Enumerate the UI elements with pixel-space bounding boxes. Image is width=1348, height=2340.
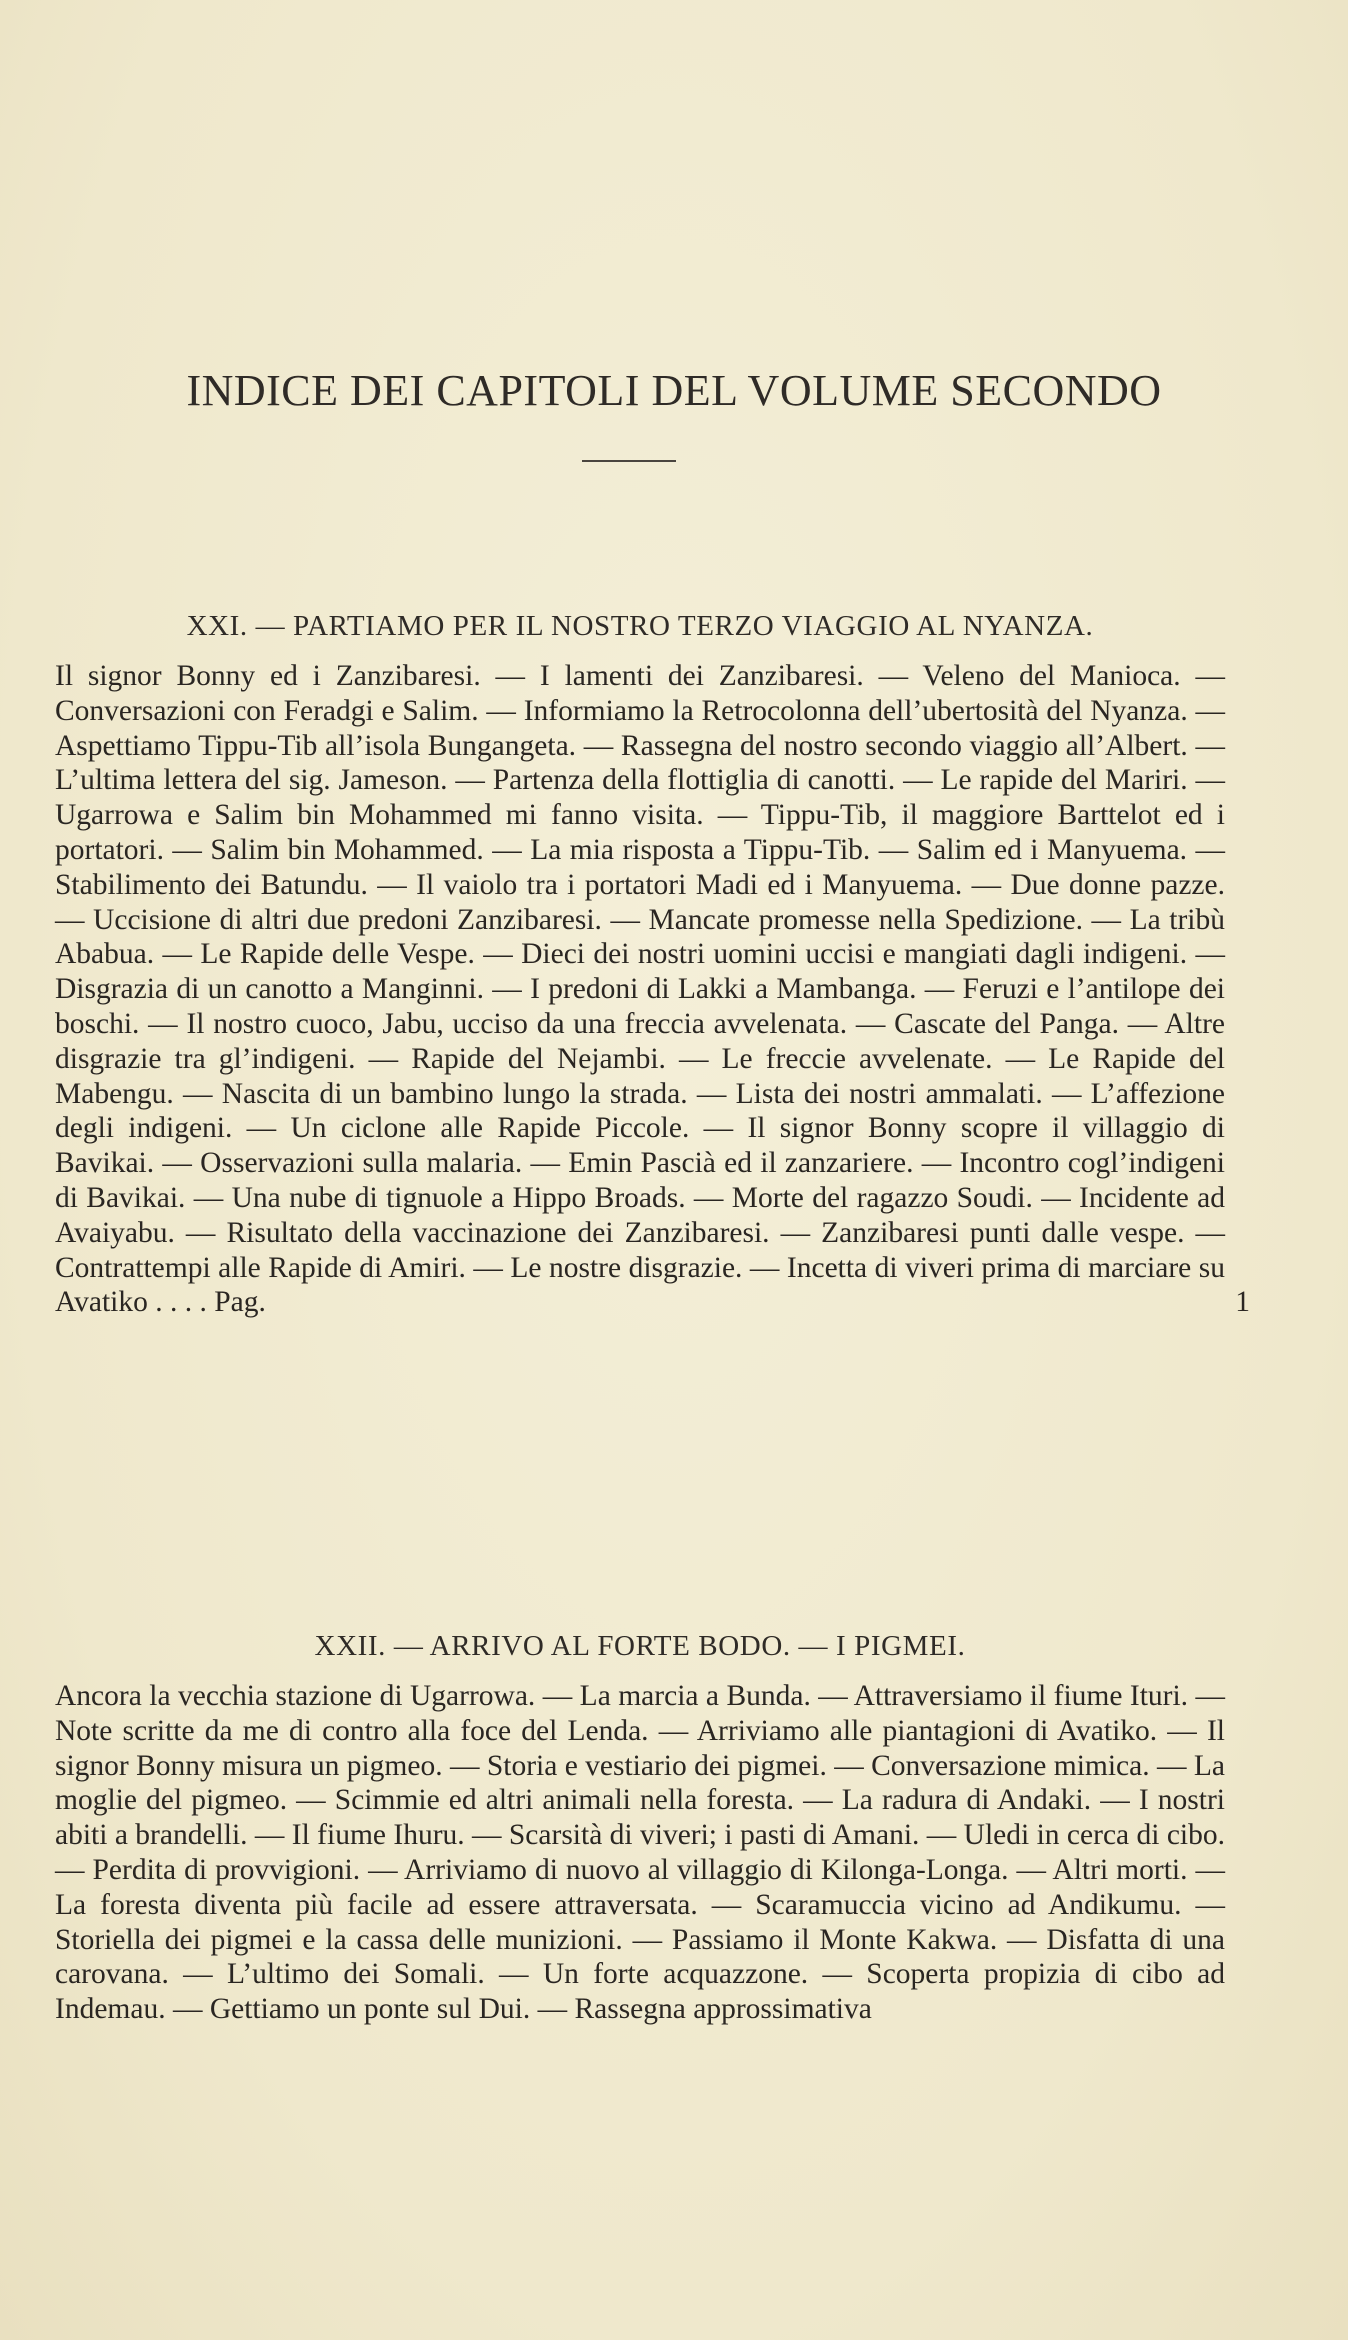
- page-number: 1: [1235, 1286, 1250, 1319]
- chapter-summary: [55, 1679, 1225, 2027]
- page-label: . . . . Pag.: [155, 1286, 266, 1319]
- chapter-summary: [55, 659, 1250, 1320]
- chapter-summary-text: Il signor Bonny ed i Zanzibaresi. — I lamenti dei Zanzibaresi. — Veleno del Manioca. — Conversazioni con Feradgi e Salim. — Informiamo la Retrocolonna dell’ubertosità del Nyanza. — Aspettiamo Tippu-Tib all’isola Bungangeta. — Rassegna del nostro secondo viaggio all’Albert. — L’ultima lettera del sig. Jameson. — Partenza della flottiglia di canotti. — Le rapide del Mariri. — Ugarrowa e Salim bin Mohammed mi fanno visita. — Tippu-Tib, il maggiore Barttelot ed i portatori. — Salim bin Mohammed. — La mia risposta a Tippu-Tib. — Salim ed i Manyuema. — Stabilimento dei Batundu. — Il vaiolo tra i portatori Madi ed i Manyuema. — Due donne pazze. — Uccisione di altri due predoni Zanzibaresi. — Mancate promesse nella Spedizione. — La tribù Ababua. — Le Rapide delle Vespe. — Dieci dei nostri uomini uccisi e mangiati dagli indigeni. — Disgrazia di un canotto a Manginni. — I predoni di Lakki a Mambanga. — Feruzi e l’antilope dei boschi. — Il nostro cuoco, Jabu, ucciso da una freccia avvelenata. — Cascate del Panga. — Altre disgrazie tra gl’indigeni. — Rapide del Nejambi. — Le freccie avvelenate. — Le Rapide del Mabengu. — Nascita di un bambino lungo la strada. — Lista dei nostri ammalati. — L’affezione degli indigeni. — Un ciclone alle Rapide Piccole. — Il signor Bonny scopre il villaggio di Bavikai. — Osservazioni sulla malaria. — Emin Pascià ed il zanzariere. — Incontro cogl’indigeni di Bavikai. — Una nube di tignuole a Hippo Broads. — Morte del ragazzo Soudi. — Incidente ad Avaiyabu. — Risultato della vaccinazione dei Zanzibaresi. — Zanzibaresi punti dalle vespe. — Contrattempi alle Rapide di Amiri. — Le nostre disgrazie. — Incetta di viveri prima di marciare su Avatiko: [55, 660, 1225, 1319]
- chapter-summary-text: Ancora la vecchia stazione di Ugarrowa. — La marcia a Bunda. — Attraversiamo il fiume Ituri. — Note scritte da me di contro alla foce del Lenda. — Arriviamo alle piantagioni di Avatiko. — Il signor Bonny misura un pigmeo. — Storia e vestiario dei pigmei. — Conversazione mimica. — La moglie del pigmeo. — Scimmie ed altri animali nella foresta. — La radura di Andaki. — I nostri abiti a brandelli. — Il fiume Ihuru. — Scarsità di viveri; i pasti di Amani. — Uledi in cerca di cibo. — Perdita di provvigioni. — Arriviamo di nuovo al villaggio di Kilonga-Longa. — Altri morti. — La foresta diventa più facile ad essere attraversata. — Scaramuccia vicino ad Andikumu. — Storiella dei pigmei e la cassa delle munizioni. — Passiamo il Monte Kakwa. — Disfatta di una carovana. — L’ultimo dei Somali. — Un forte acquazzone. — Scoperta propizia di cibo ad Indemau. — Gettiamo un ponte sul Dui. — Rassegna approssimativa: [55, 1680, 1225, 2026]
- chapter-heading: XXI. — PARTIAMO PER IL NOSTRO TERZO VIAGGIO AL NYANZA.: [186, 610, 1094, 642]
- chapter-xxii: [55, 1630, 1225, 2027]
- page-title: INDICE DEI CAPITOLI DEL VOLUME SECONDO: [186, 366, 1162, 415]
- title-divider: [582, 460, 676, 462]
- chapter-heading: XXII. — ARRIVO AL FORTE BODO. — I PIGMEI.: [314, 1630, 966, 1662]
- page-reference: [155, 1286, 1250, 1319]
- chapter-xxi: [55, 610, 1250, 1320]
